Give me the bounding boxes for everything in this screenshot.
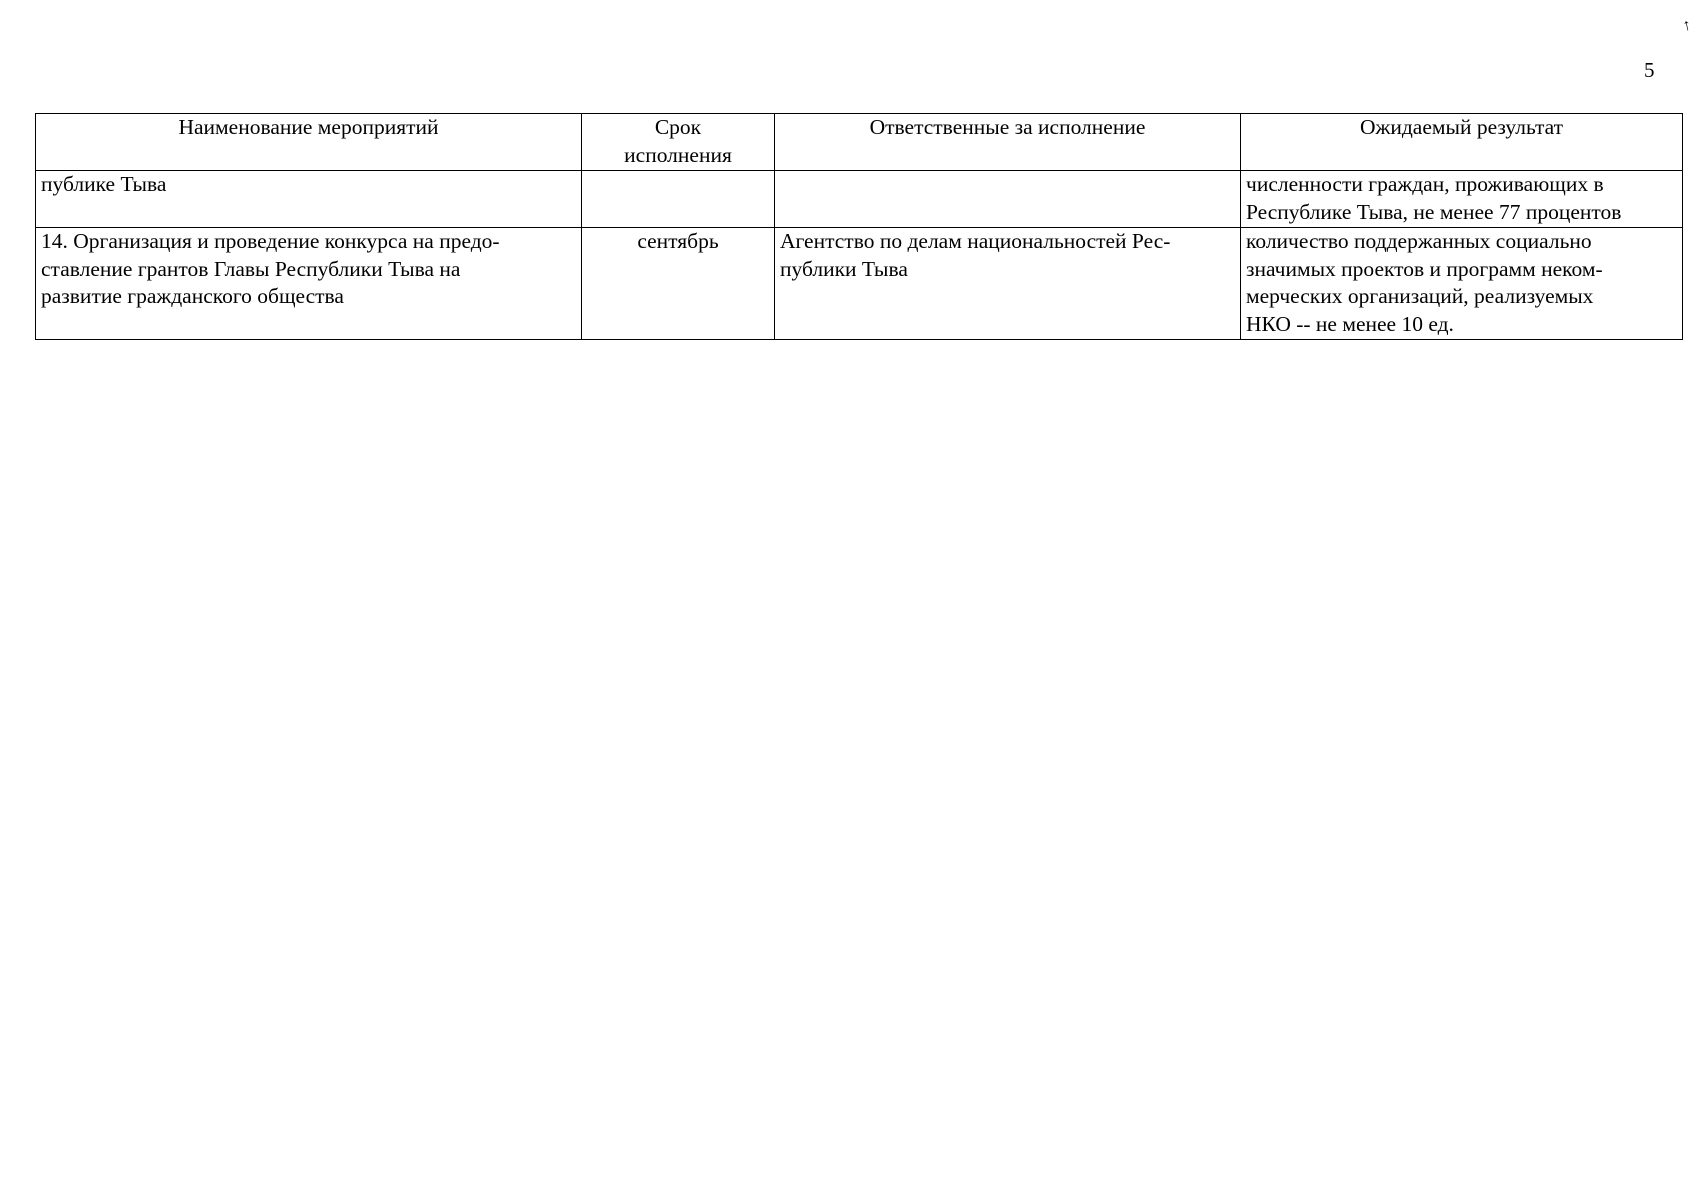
cell-text: Агентство по делам национальностей Рес- [780,229,1171,253]
cell-name [36,171,582,228]
table-row [36,228,1683,340]
table-header-row [36,114,1683,171]
header-name-text: Наименование мероприятий [178,115,439,139]
header-deadline-line1: Срок [654,115,702,139]
cell-responsible [775,228,1241,340]
cell-text: значимых проектов и программ неком- [1246,256,1603,281]
cell-text: количество поддержанных социально [1246,229,1592,253]
header-result-text: Ожидаемый результат [1359,115,1563,139]
cell-deadline [582,171,775,228]
cell-deadline [582,228,775,340]
header-responsible-text: Ответственные за исполнение [869,115,1146,139]
header-result [1241,114,1683,171]
cell-text: публике Тыва [41,172,167,196]
cell-text: ставление грантов Главы Республики Тыва на [41,256,461,281]
cell-text: 14. Организация и проведение конкурса на предо- [41,229,500,253]
page-number: 5 [1644,58,1655,82]
cell-text: публики Тыва [780,256,908,281]
header-deadline [582,114,775,171]
header-responsible [775,114,1241,171]
header-name [36,114,582,171]
cell-text: Республике Тыва, не менее 77 процентов [1246,199,1622,224]
header-deadline-line2: исполнения [624,142,732,167]
activities-table [35,113,1683,340]
cell-name [36,228,582,340]
cell-text: сентябрь [637,229,719,253]
cell-text: мерческих организаций, реализуемых [1246,284,1594,308]
cell-responsible [775,171,1241,228]
cell-text: НКО -- не менее 10 ед. [1246,311,1454,336]
cell-text: численности граждан, проживающих в [1246,172,1604,196]
corner-mark: ↑ [1681,16,1693,35]
cell-text: развитие гражданского общества [41,284,344,308]
table-row [36,171,1683,228]
cell-result [1241,228,1683,340]
cell-result [1241,171,1683,228]
